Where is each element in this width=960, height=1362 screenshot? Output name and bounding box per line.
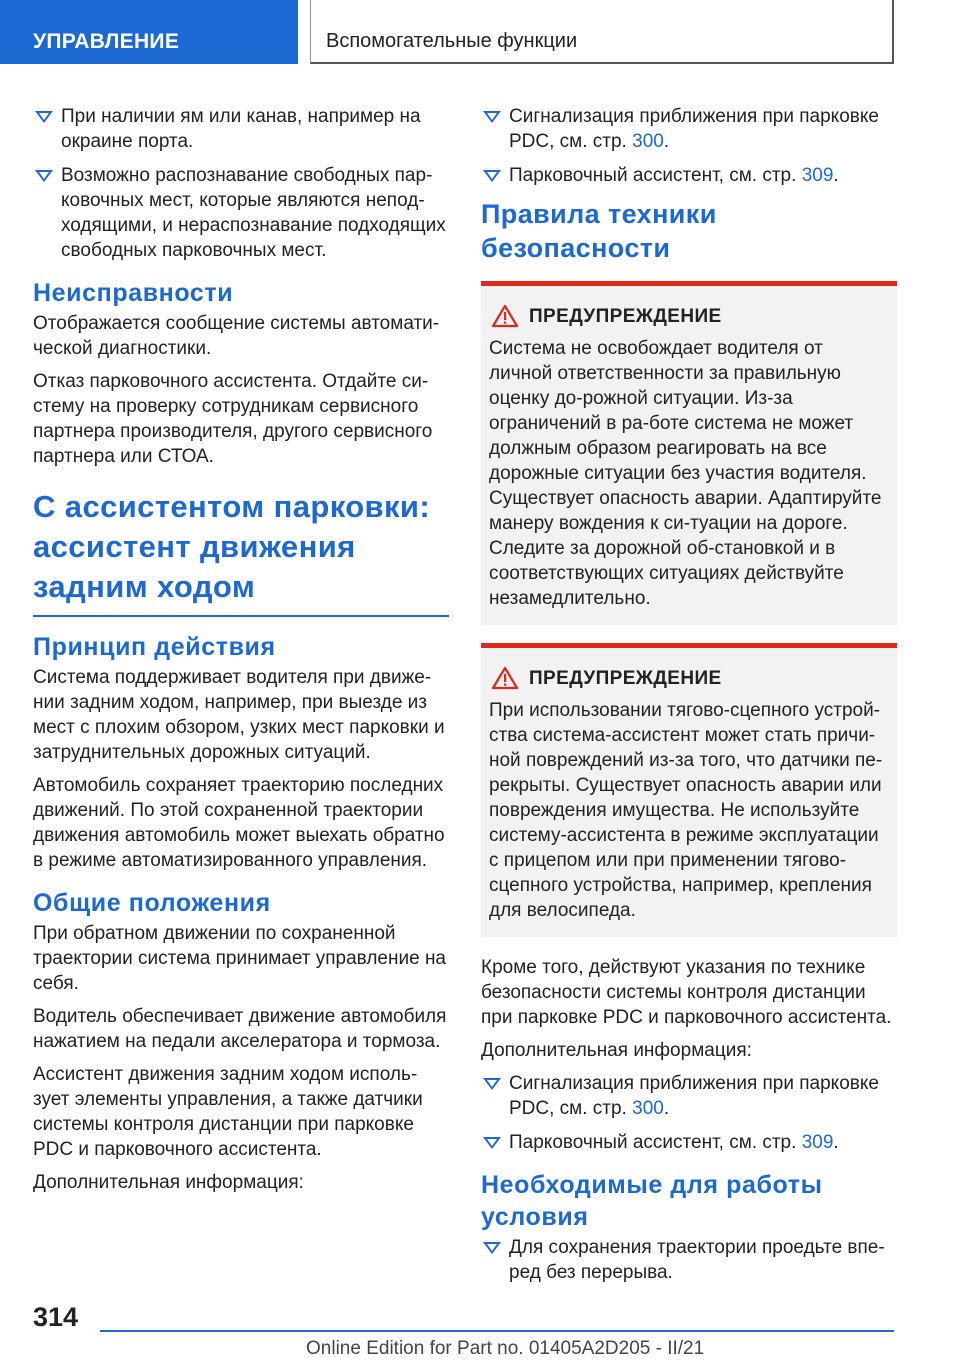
bullet-triangle-icon [483,111,501,123]
paragraph: Отображается сообщение системы автомати-ческой диагностики. [33,313,440,359]
paragraph: Автомобиль сохраняет траекторию последних движений. По этой сохраненной траектории движения автомобиль может выехать обратно в режиме автоматизированного управления. [33,775,445,871]
warning-triangle-icon [491,666,519,690]
paragraph: Кроме того, действуют указания по технике безопасности системы контроля дистанции при парковке PDC и парковочного ассистента. [481,957,892,1028]
footer-divider [100,1330,894,1332]
bullet-triangle-icon [35,111,53,123]
paragraph: При обратном движении по сохраненной траектории система принимает управление на себя. [33,923,446,994]
general-heading: Общие положения [33,889,271,917]
punctuation: . [663,1098,670,1119]
section-title: УПРАВЛЕНИЕ [33,30,180,53]
warning-triangle-icon [491,304,519,328]
heading-divider [33,615,449,617]
bullet-triangle-icon [483,170,501,182]
list-item-text: Возможно распознавание свободных пар-ковочных мест, которые являются непод-ходящими, и нераспознавание подходящих свободных парковочных мест. [61,165,446,261]
page-number: 314 [33,1302,79,1332]
punctuation: . [833,1132,839,1153]
list-item [481,163,897,188]
left-column [33,104,449,1203]
safety-heading: Правила техники безопасности [481,199,717,263]
chapter-title: Вспомогательные функции [326,30,578,52]
list-item [481,1235,897,1285]
warning-header [489,668,889,690]
page-link[interactable]: 309 [801,1132,834,1153]
paragraph: Отказ парковочного ассистента. Отдайте си-стему на проверку сотрудникам сервисного партнера производителя, другого сервисного партнера или СТОА. [33,371,433,467]
list-item-text: Парковочный ассистент, см. стр. [509,1132,797,1153]
page-link[interactable]: 300 [632,1098,664,1119]
list-item-text: Для сохранения траектории проедьте впе-ред без перерыва. [509,1237,885,1283]
warning-box [481,648,897,937]
punctuation: . [663,131,670,152]
main-heading: С ассистентом парковки: ассистент движения задним ходом [33,489,431,604]
list-item [481,104,897,154]
conditions-heading: Необходимые для работы условия [481,1171,823,1231]
bullet-triangle-icon [483,1137,501,1149]
list-item-text: Парковочный ассистент, см. стр. [509,165,797,186]
warning-label: ПРЕДУПРЕЖДЕНИЕ [529,668,722,689]
warning-text: Система не освобождает водителя от личной ответственности за правильную оценку до-рожной ситуации. Из-за ограничений в ра-боте система не может должным образом реагировать на все дорожные ситуации без участия водителя. Существует опасность аварии. Адаптируйте манеру вождения к си-туации на дороге. Следите за дорожной об-становкой и в соответствующих ситуациях действуйте незамедлительно. [489,338,882,609]
bullet-triangle-icon [35,170,53,182]
paragraph: Система поддерживает водителя при движе-нии задним ходом, например, при выезде из мест с плохим обзором, узких мест парковки и затруднительных дорожных ситуаций. [33,667,445,763]
right-column [481,104,897,1294]
edition-text: Online Edition for Part no. 01405A2D205 - II/21 [306,1338,705,1359]
punctuation: . [833,165,839,186]
list-item [481,1130,897,1155]
malfunction-heading: Неисправности [33,279,234,307]
paragraph: Ассистент движения задним ходом исполь-зует элементы управления, а также датчики системы контроля дистанции при парковке PDC и парковочного ассистента. [33,1064,423,1160]
bullet-triangle-icon [483,1078,501,1090]
list-item [481,1071,897,1121]
list-item-text: Сигнализация приближения при парковке PDC, см. стр. [509,106,879,152]
paragraph: Водитель обеспечивает движение автомобиля нажатием на педали акселератора и тормоза. [33,1006,447,1052]
paragraph: Дополнительная информация: [481,1040,752,1061]
warning-label: ПРЕДУПРЕЖДЕНИЕ [529,306,722,327]
list-item-text: Сигнализация приближения при парковке PDC, см. стр. [509,1073,879,1119]
page-link[interactable]: 300 [632,131,664,152]
list-item [33,163,449,263]
bullet-triangle-icon [483,1242,501,1254]
list-item-text: При наличии ям или канав, например на окраине порта. [61,106,421,152]
warning-box [481,286,897,625]
principle-heading: Принцип действия [33,633,276,661]
paragraph: Дополнительная информация: [33,1172,304,1193]
warning-text: При использовании тягово-сцепного устрой-ства система-ассистент может стать причи-ной повреждений из-за того, что датчики пе-рекрыты. Существует опасность аварии или повреждения имущества. Не используйте систему-ассистента в режиме эксплуатации с прицепом или при применении тягово-сцепного устройства, например, крепления для велосипеда. [489,700,883,921]
page-link[interactable]: 309 [801,165,834,186]
list-item [33,104,449,154]
warning-header [489,306,889,328]
